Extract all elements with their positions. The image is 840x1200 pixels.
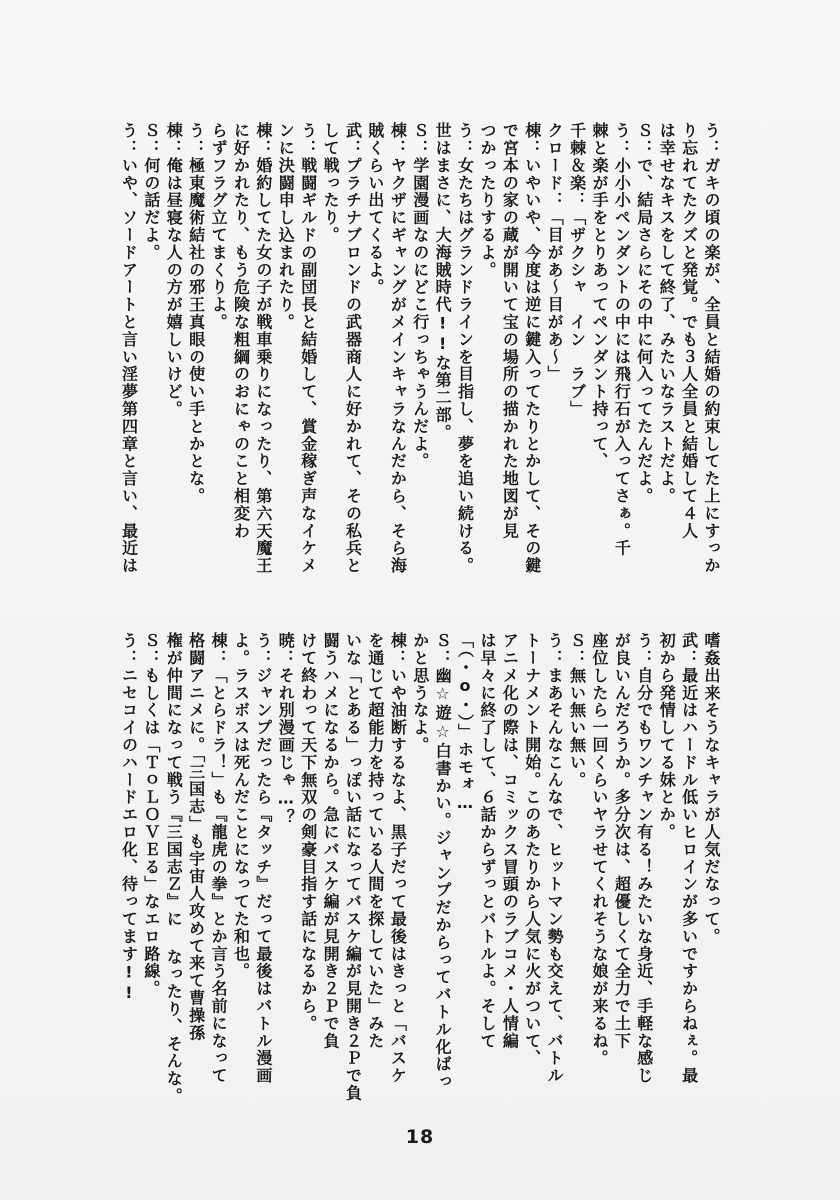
text-line: を通じて超能力を持っている人間を探していた」みた <box>365 632 385 1050</box>
text-line: 初から発情してる妹とか。 <box>657 632 677 841</box>
text-line: 武：プラチナブロンドの武器商人に好かれて、その私兵と <box>343 122 363 575</box>
text-line: は早々に終了して、６話からずっとバトルよ。そして <box>477 632 497 1050</box>
text-line: 棟：「とらドラ！」も『龍虎の拳』とか言う名前になって <box>209 632 229 1085</box>
text-line: Ｓ：もしくは「ＴｏＬＯＶＥる」なエロ路線。 <box>141 632 161 998</box>
text-line: Ｓ：で、結局さらにその中に何入ってたんだよ。 <box>634 122 654 505</box>
text-line: アニメ化の際は、コミックス冒頭のラブコメ・人情編 <box>500 632 520 1050</box>
text-line: つかったりするよ。 <box>477 122 497 279</box>
text-line: して戦ったり。 <box>321 122 341 244</box>
text-line: Ｓ：無い無い無い。 <box>567 632 587 789</box>
text-line: 暁：それ別漫画じゃ…？ <box>276 632 296 827</box>
text-line: う：女たちはグランドラインを目指し、夢を追い続ける。 <box>455 122 475 575</box>
text-line: は幸せなキスをして終了、みたいなラストだよ。 <box>657 122 677 505</box>
text-line: 嗜姦出来そうなキャラが人気だなって。 <box>702 632 721 946</box>
text-line: 武：最近はハードル低いヒロインが多いですからねぇ。最 <box>679 632 699 1085</box>
text-line: Ｓ：幽☆遊☆白書かい。ジャンプだからってバトル化ばっ <box>433 632 453 1091</box>
dialogue-block-bottom <box>117 632 722 1105</box>
text-line: で宮本の家の蔵が開いて宝の場所の描かれた地図が見 <box>500 122 520 540</box>
text-line: 棟：ヤクザにギャングがメインキャラなんだから、そら海 <box>388 122 408 575</box>
text-line: が良いんだろうか。多分次は、超優しくて全力で土下 <box>612 632 632 1050</box>
text-line: 棟：いやいや、今度は逆に鍵入ってたりとかして、その鍵 <box>522 122 542 575</box>
text-line: 千棘＆楽：「ザクシャ イン ラブ」 <box>567 122 587 418</box>
page-number: 18 <box>405 1126 435 1148</box>
text-line: ンに決闘申し込まれたり。 <box>276 122 296 331</box>
text-line: 権が仲間になって戦う『三国志Ｚ』に なったり、そんな。 <box>164 632 184 1105</box>
text-line: 闘うハメになるから。急にバスケ編が見開き２Ｐで負 <box>321 632 341 1050</box>
text-line: 棟：いや油断するなよ、黒子だって最後はきっと「バスケ <box>388 632 408 1085</box>
text-line: う：ニセコイのハードエロ化、待ってます!! <box>119 632 139 1004</box>
text-line: う：ジャンプだったら『タッチ』だって最後はバトル漫画 <box>253 632 273 1085</box>
text-line: り忘れてたクズと発覚。でも３人全員と結婚して４人 <box>679 122 699 540</box>
text-line: う：自分でもワンチャン有る！みたいな身近、手軽な感じ <box>634 632 654 1085</box>
text-line: う：小小小ペンダントの中には飛行石が入ってさぁ。千 <box>612 122 632 557</box>
text-line: う：まあそんなこんなで、ヒットマン勢も交えて、バトル <box>545 632 565 1085</box>
text-line: う：戦闘ギルドの副団長と結婚して、賞金稼ぎ声なイケメ <box>298 122 318 575</box>
text-line: 世はまさに、大海賊時代!!な第二部。 <box>433 122 453 442</box>
text-line: トーナメント開始。このあたりから人気に火がついて、 <box>522 632 542 1067</box>
text-line: いな「とある」っぽい話になってバスケ編が見開き２Ｐで負 <box>343 632 363 1102</box>
text-line: よ。ラスボスは死んだことになってた和也。 <box>231 632 251 980</box>
text-line: かと思うなよ。 <box>410 632 430 754</box>
text-line: らずフラグ立てまくりよ。 <box>209 122 229 331</box>
text-line: 「（・o・）」ホモォ… <box>455 632 475 814</box>
dialogue-block-top <box>117 122 722 582</box>
text-line: Ｓ：学園漫画なのにどこ行っちゃうんだよ。 <box>410 122 430 470</box>
text-line: に好かれたり、もう危険な粗綱のおにゃのこと相変わ <box>231 122 251 540</box>
text-line: 賊くらい出てくるよ。 <box>365 122 385 296</box>
text-line: う：いや、ソードアートと言い淫夢第四章と言い、最近は <box>119 122 139 575</box>
text-line: 座位したら一回くらいヤラせてくれそうな娘が来るね。 <box>589 632 609 1067</box>
text-line: う：ガキの頃の楽が、全員と結婚の約束してた上にすっか <box>702 122 721 575</box>
text-line: クロード：「目があ～目があ～」 <box>545 122 565 383</box>
text-line: けて終わって天下無双の剣豪目指す話になるから。 <box>298 632 318 1033</box>
text-line: 棟：俺は昼寝な人の方が嬉しいけど。 <box>164 122 184 418</box>
text-line: 棟：婚約してた女の子が戦車乗りになったり、第六天魔王 <box>253 122 273 575</box>
text-line: 棘と楽が手をとりあってペンダント持って、 <box>589 122 609 470</box>
text-line: 格闘アニメに。「三国志」も宇宙人攻めて来て曹操孫 <box>186 632 206 1042</box>
text-line: Ｓ：何の話だよ。 <box>141 122 161 262</box>
text-line: う：極東魔術結社の邪王真眼の使い手とかとな。 <box>186 122 206 505</box>
